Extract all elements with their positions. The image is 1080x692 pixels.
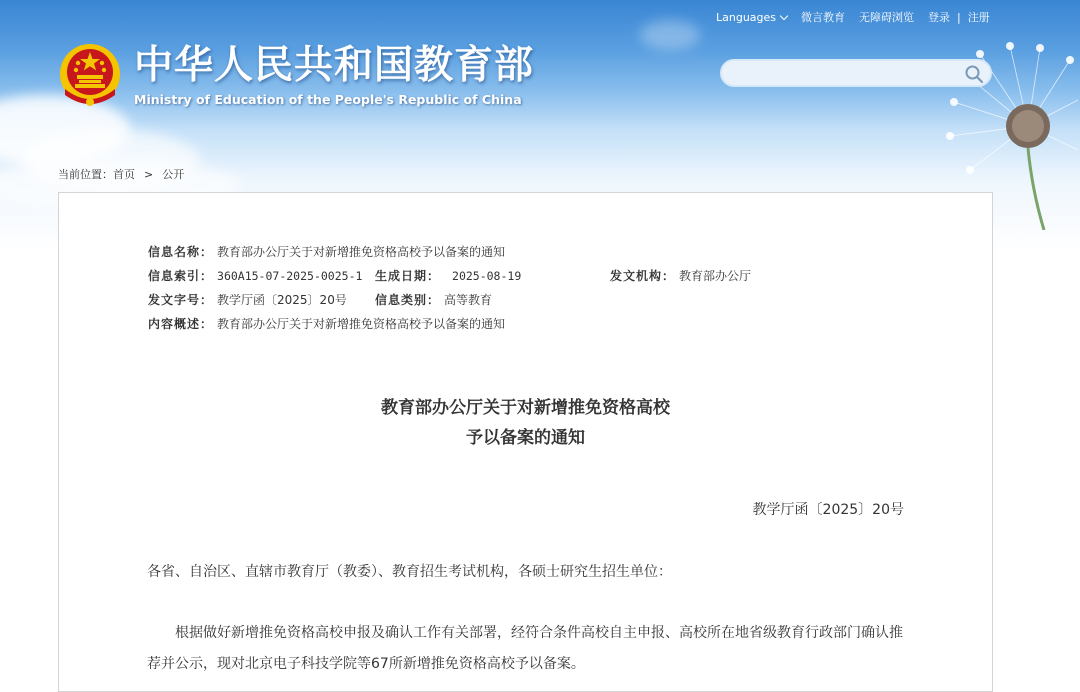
info-summary-label: 内容概述： [148, 317, 214, 331]
breadcrumb-separator: > [144, 168, 154, 181]
search-icon[interactable] [964, 64, 984, 84]
search-input[interactable] [732, 61, 966, 87]
breadcrumb-current[interactable]: 公开 [162, 168, 185, 181]
national-emblem-icon[interactable] [59, 43, 121, 109]
breadcrumb-home-link[interactable]: 首页 [113, 168, 135, 181]
info-issuer-row [610, 268, 751, 284]
info-name-value: 教育部办公厅关于对新增推免资格高校予以备案的通知 [217, 245, 506, 259]
login-link[interactable]: 登录 [928, 11, 951, 24]
divider: | [957, 10, 961, 24]
languages-menu[interactable] [716, 11, 787, 24]
document-paragraph: 根据做好新增推免资格高校申报及确认工作有关部署，经符合条件高校自主申报、高校所在地省级教育行政部门确认推荐并公示，现对北京电子科技学院等67所新增推免资格高校予以备案。 [147, 625, 903, 672]
document-number: 教学厅函〔2025〕20号 [752, 502, 904, 518]
breadcrumb-prefix: 当前位置： [58, 168, 113, 181]
accessibility-link[interactable]: 无障碍浏览 [859, 11, 915, 24]
register-link[interactable]: 注册 [967, 11, 990, 24]
site-title[interactable]: 中华人民共和国教育部 [134, 43, 535, 88]
content-panel [58, 192, 993, 692]
info-docno-label: 发文字号： [148, 293, 214, 307]
info-category-row [375, 292, 492, 308]
info-category-label: 信息类别： [375, 293, 441, 307]
languages-label: Languages [716, 10, 777, 24]
info-date-row [375, 268, 521, 284]
chevron-down-icon [780, 11, 788, 19]
info-docno-value: 教学厅函〔2025〕20号 [217, 293, 347, 307]
info-summary-value: 教育部办公厅关于对新增推免资格高校予以备案的通知 [217, 317, 506, 331]
search-box [720, 59, 992, 87]
info-date-value: 2025-08-19 [452, 269, 522, 283]
top-links-bar [716, 9, 990, 25]
weibo-link[interactable]: 微言教育 [801, 11, 846, 24]
info-issuer-value: 教育部办公厅 [679, 269, 752, 283]
info-index-value: 360A15-07-2025-0025-1 [217, 269, 363, 283]
info-date-label: 生成日期： [375, 269, 441, 283]
info-issuer-label: 发文机构： [610, 269, 676, 283]
info-docno-row [148, 292, 347, 308]
cloud-decoration [640, 20, 700, 50]
document-title-line-2: 予以备案的通知 [466, 428, 585, 448]
info-name-row [148, 244, 505, 260]
breadcrumb [58, 166, 184, 182]
document-addressee: 各省、自治区、直辖市教育厅（教委）、教育招生考试机构，各硕士研究生招生单位： [147, 564, 672, 580]
info-index-row [148, 268, 362, 284]
info-index-label: 信息索引： [148, 269, 214, 283]
document-title-line-1: 教育部办公厅关于对新增推免资格高校 [381, 398, 670, 418]
site-subtitle: Ministry of Education of the People's Republic of China [134, 92, 522, 107]
info-summary-row [148, 316, 505, 332]
info-category-value: 高等教育 [444, 293, 493, 307]
info-name-label: 信息名称： [148, 245, 214, 259]
